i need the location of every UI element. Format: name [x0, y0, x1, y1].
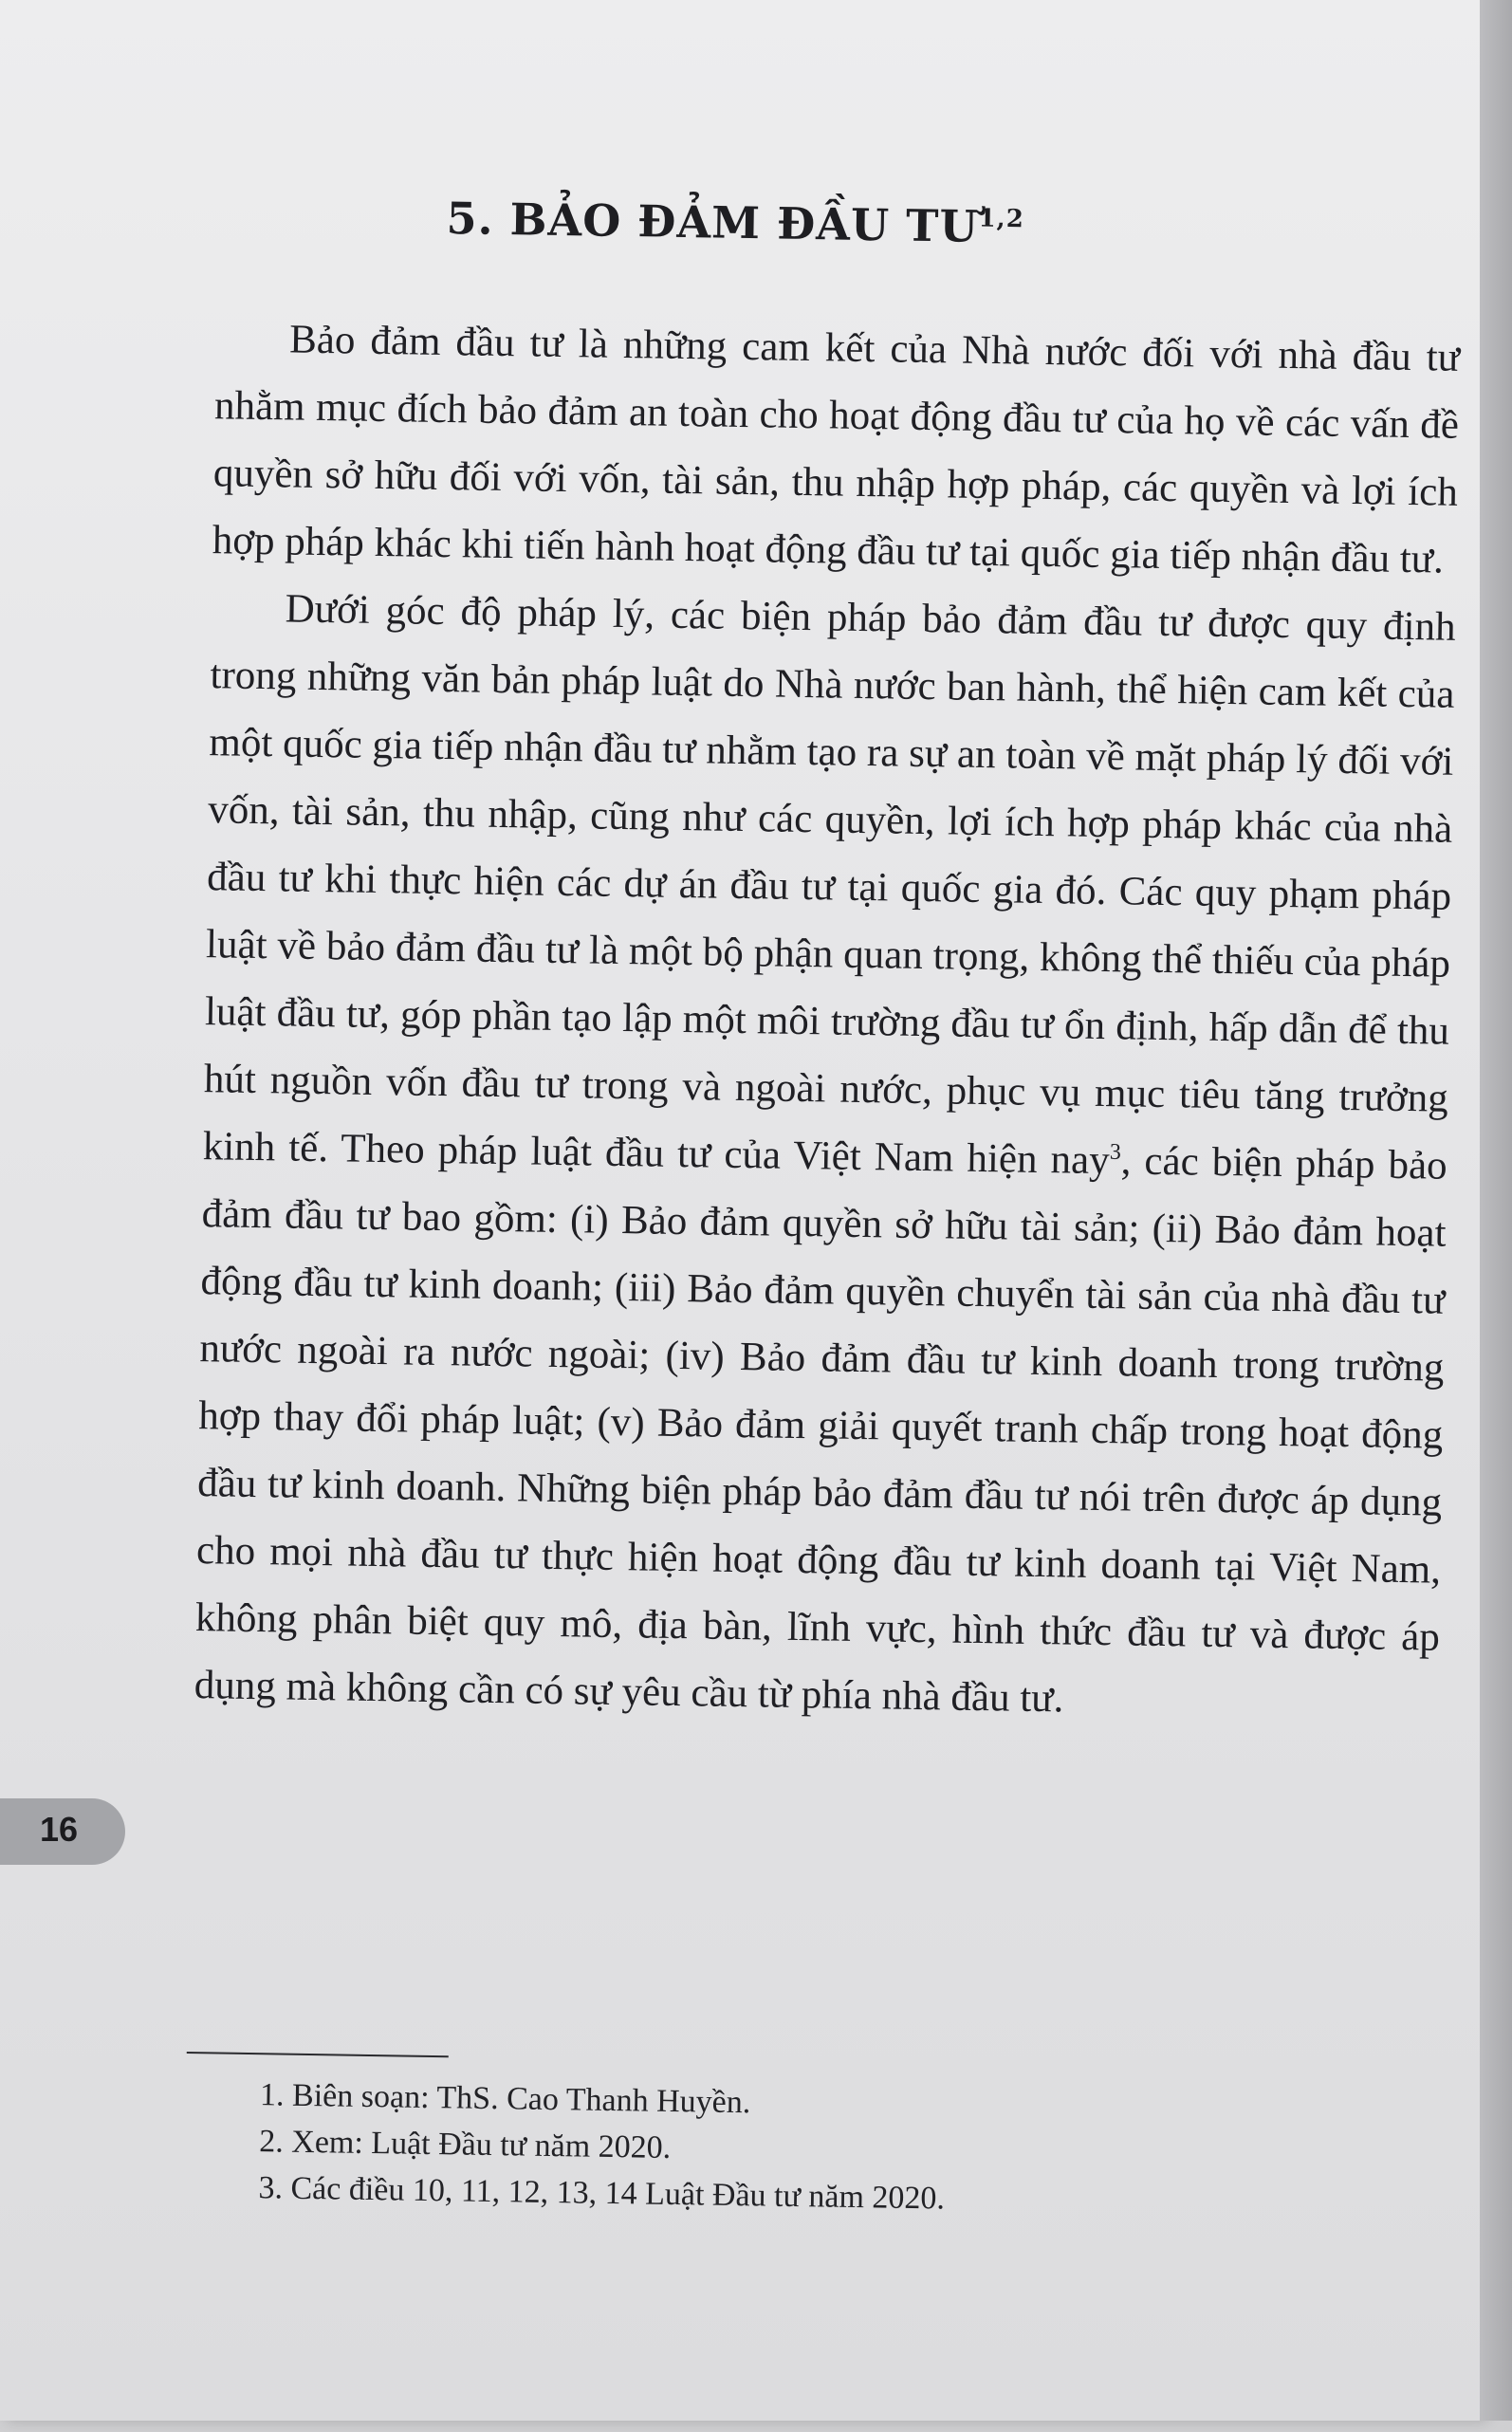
footnotes	[258, 2072, 1303, 2227]
paragraph-2	[194, 574, 1456, 1738]
section-title: 5. BẢO ĐẢM ĐẦU TƯ	[446, 193, 979, 252]
body-text	[194, 304, 1460, 1738]
footnote-3: 3. Các điều 10, 11, 12, 13, 14 Luật Đầu tư năm 2020.	[258, 2170, 946, 2217]
section-heading	[213, 189, 1258, 256]
footnote-1: 1. Biên soạn: ThS. Cao Thanh Huyền.	[259, 2077, 751, 2121]
footnote-mark-3: 3	[1109, 1139, 1122, 1165]
footnote-divider	[187, 2052, 449, 2057]
paragraph-2-part-2: , các biện pháp bảo đảm đầu tư bao gồm: (i) Bảo đảm quyền sở hữu tài sản; (ii) Bảo đảm hoạt động đầu tư kinh doanh; (iii) Bảo đảm quyền chuyển tài sản của nhà đầu tư nước ngoài ra nước ngoài; (iv) Bảo đảm đầu tư kinh doanh trong trường hợp thay đổi pháp luật; (v) Bảo đảm giải quyết tranh chấp trong hoạt động đầu tư kinh doanh. Những biện pháp bảo đảm đầu tư nói trên được áp dụng cho mọi nhà đầu tư thực hiện hoạt động đầu tư kinh doanh tại Việt Nam, không phân biệt quy mô, địa bàn, lĩnh vực, hình thức đầu tư và được áp dụng mà không cần có sự yêu cầu từ phía nhà đầu tư.	[194, 1138, 1447, 1722]
title-footnote-marks: 1,2	[978, 204, 1025, 234]
footnote-2: 2. Xem: Luật Đầu tư năm 2020.	[259, 2124, 672, 2165]
paragraph-2-part-1: Dưới góc độ pháp lý, các biện pháp bảo đảm đầu tư được quy định trong những văn bản pháp luật do Nhà nước ban hành, thể hiện cam kết của một quốc gia tiếp nhận đầu tư nhằm tạo ra sự an toàn về mặt pháp lý đối với vốn, tài sản, thu nhập, cũng như các quyền, lợi ích hợp pháp khác của nhà đầu tư khi thực hiện các dự án đầu tư tại quốc gia đó. Các quy phạm pháp luật về bảo đảm đầu tư là một bộ phận quan trọng, không thể thiếu của pháp luật đầu tư, góp phần tạo lập một môi trường đầu tư ổn định, hấp dẫn để thu hút nguồn vốn đầu tư trong và ngoài nước, phục vụ mục tiêu tăng trưởng kinh tế. Theo pháp luật đầu tư của Việt Nam hiện nay	[202, 586, 1456, 1184]
paragraph-1: Bảo đảm đầu tư là những cam kết của Nhà nước đối với nhà đầu tư nhằm mục đích bảo đảm an toàn cho hoạt động đầu tư của họ về các vấn đề quyền sở hữu đối với vốn, tài sản, thu nhập hợp pháp, các quyền và lợi ích hợp pháp khác khi tiến hành hoạt động đầu tư tại quốc gia tiếp nhận đầu tư.	[212, 317, 1461, 582]
page-number: 16	[40, 1810, 79, 1849]
